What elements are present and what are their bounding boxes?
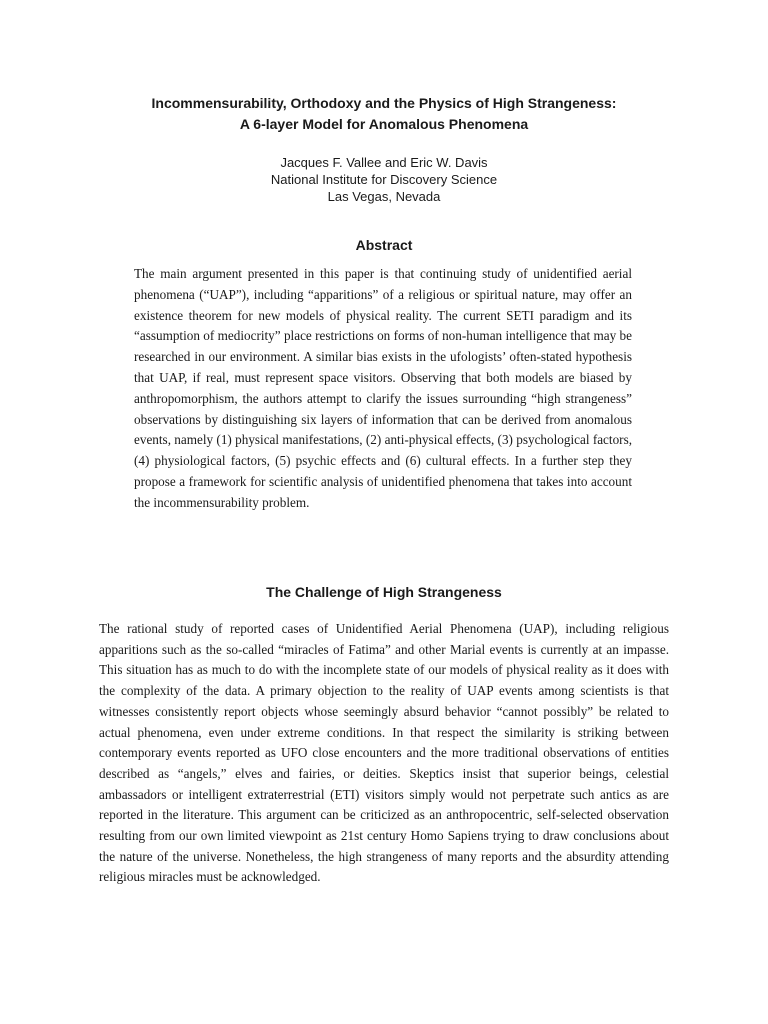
section-paragraph: The rational study of reported cases of Unidentified Aerial Phenomena (UAP), including religious apparitions such as the so-called “miracles of Fatima” and other Marial events is currently at an impasse. This situation has as much to do with the incomplete state of our models of physical reality as it does with the complexity of the data. A primary objection to the reality of UAP events among scientists is that witnesses consistently report objects whose seemingly absurd behavior “cannot possibly” be related to actual phenomena, even under extreme conditions. In that respect the similarity is striking between contemporary events reported as UFO close encounters and the more traditional observations of entities described as “angels,” elves and fairies, or deities. Skeptics insist that superior beings, celestial ambassadors or intelligent extraterrestrial (ETI) visitors simply would not perpetrate such antics as are reported in the literature. This argument can be criticized as an anthropocentric, self-selected observation resulting from our own limited viewpoint as 21st century Homo Sapiens trying to draw conclusions about the nature of the universe. Nonetheless, the high strangeness of many reports and the absurdity attending religious miracles must be acknowledged. (99, 621, 669, 885)
author-block (60, 154, 708, 205)
section-heading: The Challenge of High Strangeness (266, 584, 502, 600)
abstract-paragraph: The main argument presented in this paper is that continuing study of unidentified aerial phenomena (“UAP”), including “apparitions” of a religious or spiritual nature, may offer an existence theorem for new models of physical reality. The current SETI paradigm and its “assumption of mediocrity” place restrictions on forms of non-human intelligence that may be researched in our environment. A similar bias exists in the ufologists’ often-stated hypothesis that UAP, if real, must represent space visitors. Observing that both models are biased by anthropomorphism, the authors attempt to clarify the issues surrounding “high strangeness” observations by distinguishing six layers of information that can be derived from anomalous events, namely (1) physical manifestations, (2) anti-physical effects, (3) psychological factors, (4) physiological factors, (5) psychic effects and (6) cultural effects. In a further step they propose a framework for scientific analysis of unidentified phenomena that takes into account the incommensurability problem. (134, 266, 632, 510)
title-line-2: A 6-layer Model for Anomalous Phenomena (239, 116, 529, 132)
title-line-1: Incommensurability, Orthodoxy and the Physics of High Strangeness: (151, 95, 617, 111)
paper-title (60, 93, 708, 135)
abstract-heading: Abstract (355, 237, 413, 253)
author-affiliation: National Institute for Discovery Science (270, 172, 498, 187)
author-names: Jacques F. Vallee and Eric W. Davis (280, 155, 488, 170)
author-location: Las Vegas, Nevada (327, 189, 441, 204)
